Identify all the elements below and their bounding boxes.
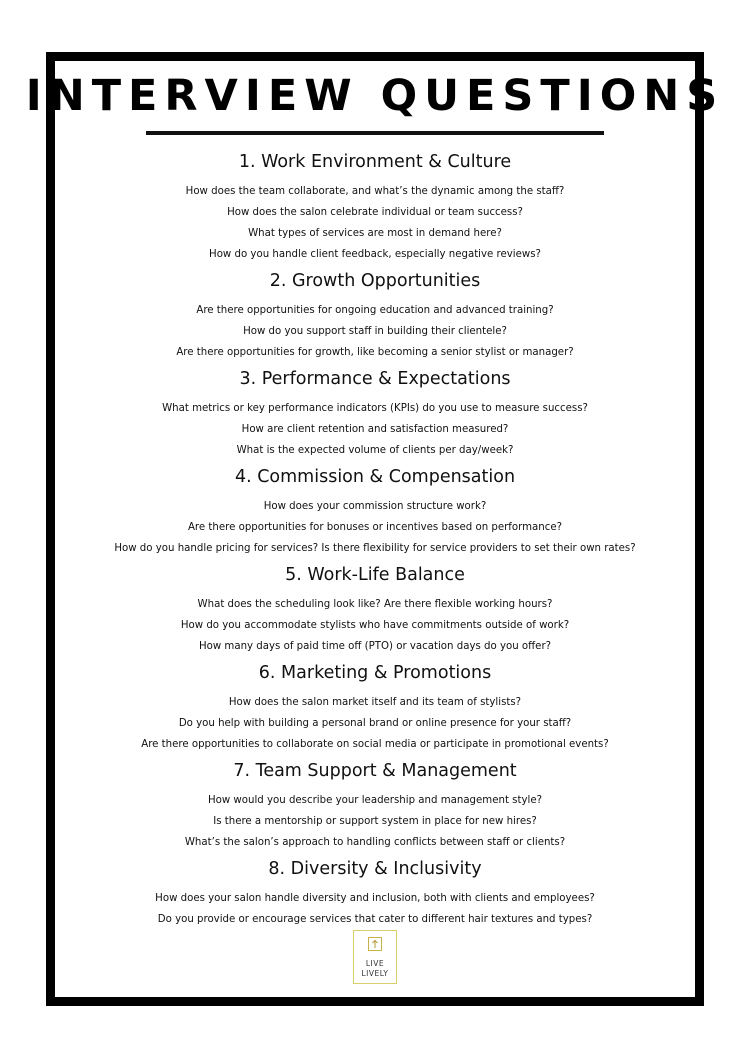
question-item: How do you handle pricing for services? Is there flexibility for service providers to set their own rates? [114,543,636,554]
question-item: How does the team collaborate, and what’s the dynamic among the staff? [185,186,565,197]
section-heading: 8. Diversity & Inclusivity [268,859,482,879]
question-item: How many days of paid time off (PTO) or vacation days do you offer? [198,641,552,652]
question-item: How does your commission structure work? [263,501,487,512]
question-item: Are there opportunities to collaborate on social media or participate in promotional events? [141,739,609,750]
section-work-life-balance [60,559,690,657]
section-heading: 5. Work-Life Balance [285,565,465,585]
section-heading: 4. Commission & Compensation [234,467,516,487]
page-title: INTERVIEW QUESTIONS [25,71,725,121]
question-item: Do you help with building a personal brand or online presence for your staff? [178,718,572,729]
question-item: What types of services are most in demand here? [248,228,502,239]
section-marketing-promotions [60,657,690,755]
question-item: What does the scheduling look like? Are there flexible working hours? [197,599,553,610]
question-item: How do you handle client feedback, especially negative reviews? [209,249,541,260]
question-item: How are client retention and satisfaction measured? [241,424,509,435]
question-item: How does the salon celebrate individual or team success? [227,207,523,218]
section-diversity-inclusivity [60,853,690,930]
section-heading: 1. Work Environment & Culture [238,152,512,172]
section-commission-compensation [60,461,690,559]
live-lively-logo [353,930,397,984]
question-item: What is the expected volume of clients per day/week? [236,445,514,456]
question-item: How does the salon market itself and its team of stylists? [228,697,522,708]
section-growth-opportunities [60,265,690,363]
section-performance-expectations [60,363,690,461]
question-item: Are there opportunities for bonuses or incentives based on performance? [187,522,563,533]
arrow-up-box-icon [368,937,382,951]
question-item: Is there a mentorship or support system in place for new hires? [213,816,537,827]
section-heading: 2. Growth Opportunities [269,271,481,291]
question-item: What’s the salon’s approach to handling conflicts between staff or clients? [184,837,566,848]
section-work-environment [60,146,690,265]
question-item: How would you describe your leadership and management style? [207,795,543,806]
title-divider [146,131,604,135]
question-item: Are there opportunities for growth, like becoming a senior stylist or manager? [176,347,574,358]
question-item: How do you support staff in building their clientele? [243,326,507,337]
question-item: How do you accommodate stylists who have commitments outside of work? [180,620,570,631]
question-item: Do you provide or encourage services that cater to different hair textures and types? [157,914,593,925]
logo-line-1: LIVE [365,959,385,968]
question-item: How does your salon handle diversity and inclusion, both with clients and employees? [155,893,595,904]
question-item: Are there opportunities for ongoing education and advanced training? [196,305,554,316]
section-heading: 3. Performance & Expectations [239,369,511,389]
section-heading: 6. Marketing & Promotions [258,663,492,683]
section-team-support-management [60,755,690,853]
questions-list [60,146,690,930]
logo-line-2: LIVELY [361,969,389,978]
section-heading: 7. Team Support & Management [233,761,517,781]
question-item: What metrics or key performance indicators (KPIs) do you use to measure success? [162,403,588,414]
